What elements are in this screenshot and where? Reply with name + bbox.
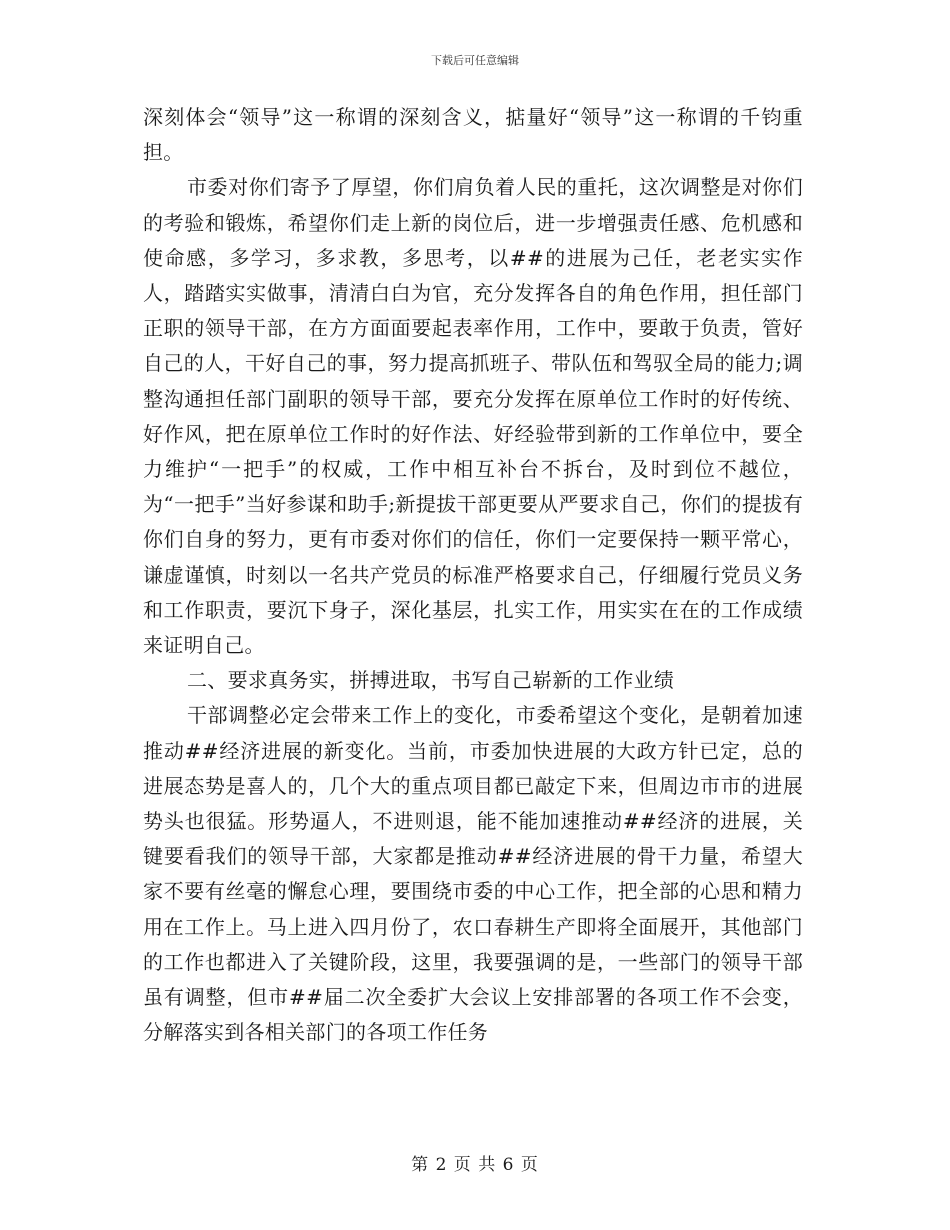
page-number: 第 2 页 共 6 页 (411, 1155, 539, 1175)
paragraph-continuation: 深刻体会“领导”这一称谓的深刻含义，掂量好“领导”这一称谓的千钧重担。 (143, 105, 803, 165)
section-heading: 二、要求真务实，拼搏进取，书写自己崭新的工作业绩 (187, 668, 675, 693)
paragraph-work-changes: 干部调整必定会带来工作上的变化，市委希望这个变化，是朝着加速推动##经济进展的新变化。当前，市委加快进展的大政方针已定，总的进展态势是喜人的，几个大的重点项目都已敲定下来，但周边市市的进展势头也很猛。形势逼人，不进则退，能不能加速推动##经济的进展，关键要看我们的领导干部，大家都是推动##经济进展的骨干力量，希望大家不要有丝毫的懈怠心理，要围绕市委的中心工作，把全部的心思和精力用在工作上。马上进入四月份了，农口春耕生产即将全面展开，其他部门的工作也都进入了关键阶段，这里，我要强调的是，一些部门的领导干部虽有调整，但市##届二次全委扩大会议上安排部署的各项工作不会变，分解落实到各相关部门的各项工作任务 (143, 703, 803, 1045)
document-body (143, 100, 803, 1050)
page-header: 下载后可任意编辑 (431, 54, 519, 67)
paragraph-expectations: 市委对你们寄予了厚望，你们肩负着人民的重托，这次调整是对你们的考验和锻炼，希望你们走上新的岗位后，进一步增强责任感、危机感和使命感，多学习，多求教，多思考，以##的进展为己任，老老实实作人，踏踏实实做事，清清白白为官，充分发挥各自的角色作用，担任部门正职的领导干部，在方方面面要起表率作用，工作中，要敢于负责，管好自己的人，干好自己的事，努力提高抓班子、带队伍和驾驭全局的能力;调整沟通担任部门副职的领导干部，要充分发挥在原单位工作时的好传统、好作风，把在原单位工作时的好作法、好经验带到新的工作单位中，要全力维护“一把手”的权威，工作中相互补台不拆台，及时到位不越位，为“一把手”当好参谋和助手;新提拔干部更要从严要求自己，你们的提拔有你们自身的努力，更有市委对你们的信任，你们一定要保持一颗平常心，谦虚谨慎，时刻以一名共产党员的标准严格要求自己，仔细履行党员义务和工作职责，要沉下身子，深化基层，扎实工作，用实实在在的工作成绩来证明自己。 (143, 175, 803, 658)
